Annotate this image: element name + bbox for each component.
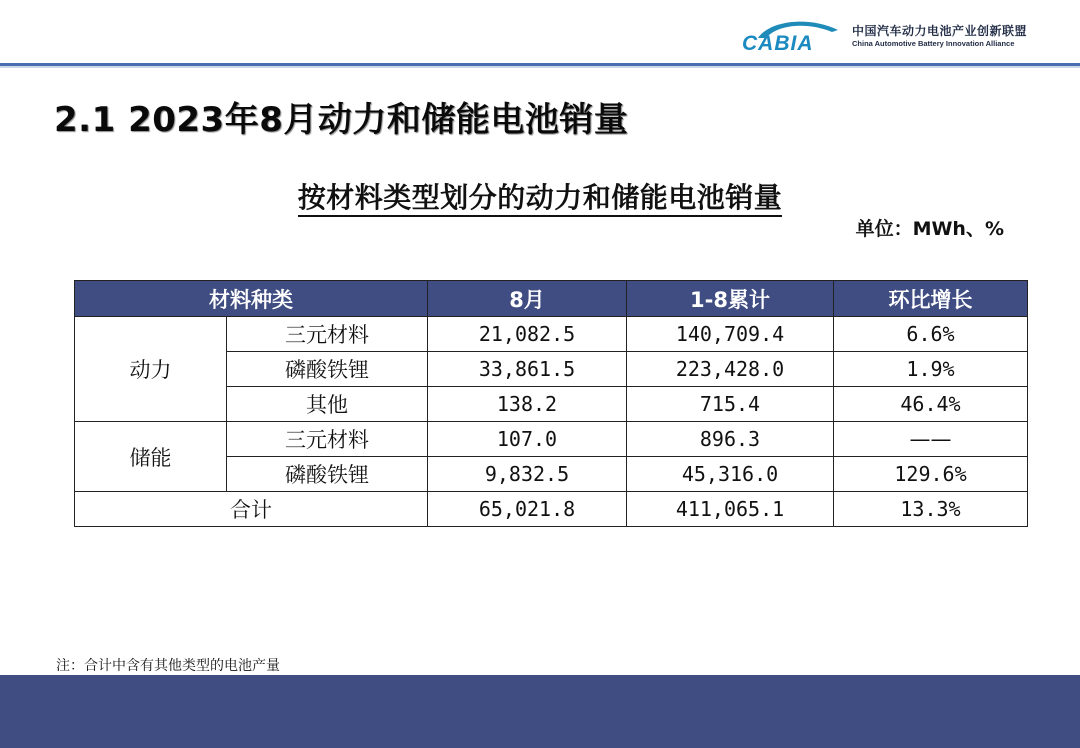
august-value-cell: 33,861.5 [428, 352, 627, 387]
cabia-logo [740, 14, 1040, 58]
material-type-cell: 三元材料 [227, 422, 428, 457]
footer-band [0, 675, 1080, 748]
org-name-cn: 中国汽车动力电池产业创新联盟 [852, 24, 1028, 38]
total-mom-growth-cell: 13.3% [834, 492, 1028, 527]
table-row [75, 317, 1028, 352]
cumulative-value-cell: 140,709.4 [627, 317, 834, 352]
cumulative-value-cell: 896.3 [627, 422, 834, 457]
august-value-cell: 138.2 [428, 387, 627, 422]
battery-sales-table [74, 280, 1028, 527]
cabia-logo-icon [740, 14, 844, 54]
header-august: 8月 [428, 281, 627, 317]
total-cumulative-cell: 411,065.1 [627, 492, 834, 527]
cumulative-value-cell: 223,428.0 [627, 352, 834, 387]
unit-label: 单位：MWh、% [855, 218, 1004, 240]
table-title: 按材料类型划分的动力和储能电池销量 [298, 181, 783, 217]
table-total-row [75, 492, 1028, 527]
group-label-storage: 储能 [75, 422, 227, 492]
total-august-cell: 65,021.8 [428, 492, 627, 527]
table-row [75, 422, 1028, 457]
mom-growth-cell: 6.6% [834, 317, 1028, 352]
august-value-cell: 107.0 [428, 422, 627, 457]
org-name-en: China Automotive Battery Innovation Alliance [852, 39, 1015, 48]
material-type-cell: 磷酸铁锂 [227, 352, 428, 387]
august-value-cell: 21,082.5 [428, 317, 627, 352]
mom-growth-cell: 1.9% [834, 352, 1028, 387]
page-title: 2.1 2023年8月动力和储能电池销量 [54, 100, 629, 140]
mom-growth-cell: 129.6% [834, 457, 1028, 492]
header-divider-shadow [0, 66, 1080, 68]
header-cumulative: 1-8累计 [627, 281, 834, 317]
cumulative-value-cell: 715.4 [627, 387, 834, 422]
august-value-cell: 9,832.5 [428, 457, 627, 492]
total-label: 合计 [75, 492, 428, 527]
material-type-cell: 其他 [227, 387, 428, 422]
group-label-power: 动力 [75, 317, 227, 422]
footnote: 注：合计中含有其他类型的电池产量 [56, 658, 280, 674]
header-material-type: 材料种类 [75, 281, 428, 317]
table-header-row [75, 281, 1028, 317]
cumulative-value-cell: 45,316.0 [627, 457, 834, 492]
logo-wordmark: CABIA [742, 32, 814, 54]
material-type-cell: 三元材料 [227, 317, 428, 352]
material-type-cell: 磷酸铁锂 [227, 457, 428, 492]
mom-growth-cell: —— [834, 422, 1028, 457]
mom-growth-cell: 46.4% [834, 387, 1028, 422]
header-mom-growth: 环比增长 [834, 281, 1028, 317]
table-title-wrapper [0, 176, 1080, 216]
